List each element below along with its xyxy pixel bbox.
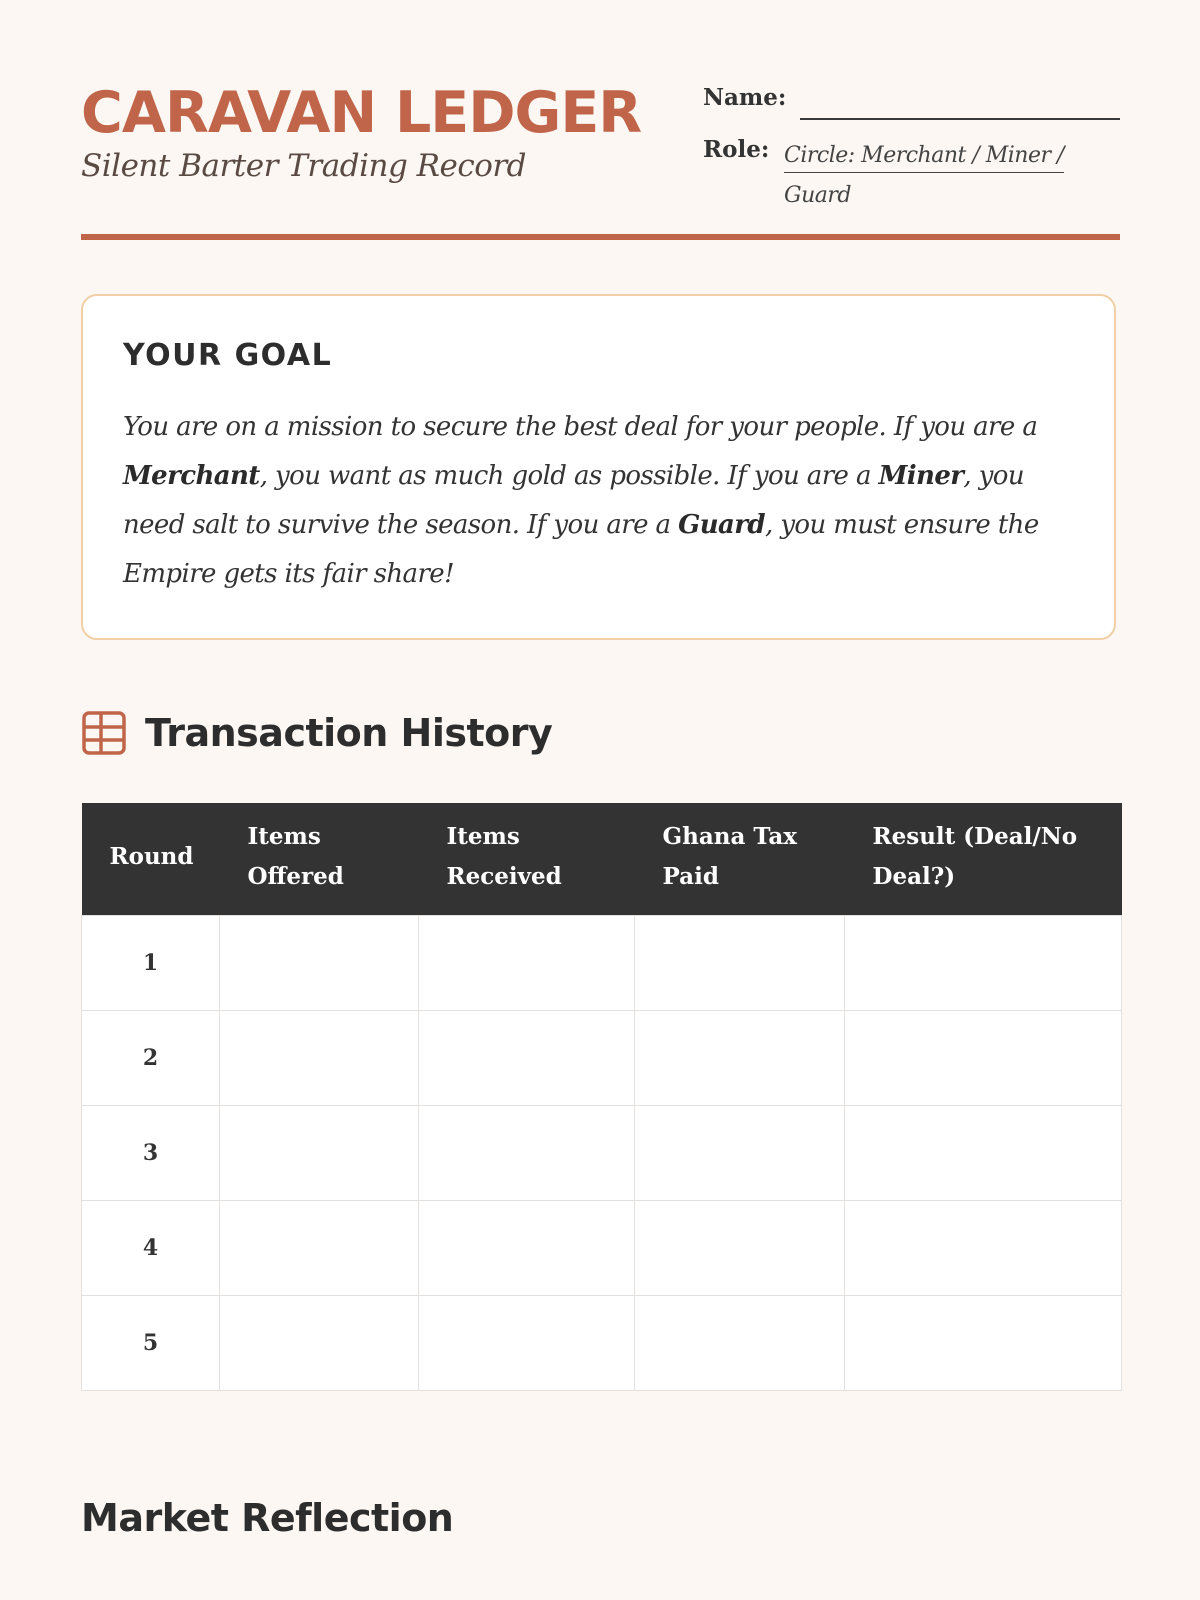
items-offered-cell[interactable] — [220, 1200, 419, 1295]
name-label: Name: — [703, 84, 787, 111]
name-field-row — [703, 84, 1120, 120]
tax-paid-cell[interactable] — [635, 1105, 845, 1200]
items-offered-cell[interactable] — [220, 915, 419, 1010]
items-received-cell[interactable] — [419, 915, 635, 1010]
result-cell[interactable] — [845, 1200, 1122, 1295]
table-row — [82, 1010, 1122, 1105]
merchant-role-name: Merchant — [123, 461, 260, 491]
round-number-cell: 4 — [82, 1200, 220, 1295]
tax-paid-cell[interactable] — [635, 1295, 845, 1390]
items-received-cell[interactable] — [419, 1010, 635, 1105]
items-received-cell[interactable] — [419, 1105, 635, 1200]
table-header-row — [82, 803, 1122, 915]
miner-role-name: Miner — [878, 461, 964, 491]
goal-text-part-1: You are on a mission to secure the best deal for your people. If you are a — [123, 412, 1038, 442]
name-field[interactable] — [800, 118, 1120, 120]
role-options[interactable] — [784, 136, 1104, 216]
result-cell[interactable] — [845, 1105, 1122, 1200]
column-header-items-received: Items Received — [419, 803, 635, 915]
role-field-row — [703, 136, 1120, 216]
round-number-cell: 3 — [82, 1105, 220, 1200]
items-offered-cell[interactable] — [220, 1295, 419, 1390]
page-subtitle: Silent Barter Trading Record — [81, 148, 527, 184]
result-cell[interactable] — [845, 1010, 1122, 1105]
goal-text-part-3: , you need salt to survive the season. If you are a — [123, 461, 1024, 540]
result-cell[interactable] — [845, 915, 1122, 1010]
goal-title: YOUR GOAL — [123, 338, 333, 373]
column-header-result: Result (Deal/No Deal?) — [845, 803, 1122, 915]
tax-paid-cell[interactable] — [635, 1200, 845, 1295]
table-row — [82, 1105, 1122, 1200]
round-number-cell: 5 — [82, 1295, 220, 1390]
caravan-ledger-page — [81, 0, 1120, 1540]
goal-text-part-4: , you must ensure the Empire gets its fair share! — [123, 510, 1039, 589]
items-offered-cell[interactable] — [220, 1010, 419, 1105]
transaction-history-title: Transaction History — [145, 711, 553, 755]
header-divider — [81, 234, 1120, 240]
table-grid-icon — [81, 710, 127, 756]
table-row — [82, 1200, 1122, 1295]
column-header-round: Round — [82, 803, 220, 915]
round-number-cell: 2 — [82, 1010, 220, 1105]
transaction-table — [81, 803, 1122, 1391]
page-title: CARAVAN LEDGER — [81, 80, 642, 146]
role-options-line-2: Guard — [784, 183, 851, 208]
role-label: Role: — [703, 136, 770, 163]
transaction-history-heading — [81, 708, 552, 758]
role-options-line-1: Circle: Merchant / Miner / — [784, 140, 1064, 173]
page-header — [81, 0, 1120, 242]
table-row — [82, 915, 1122, 1010]
guard-role-name: Guard — [678, 510, 765, 540]
items-received-cell[interactable] — [419, 1295, 635, 1390]
round-number-cell: 1 — [82, 915, 220, 1010]
tax-paid-cell[interactable] — [635, 915, 845, 1010]
items-offered-cell[interactable] — [220, 1105, 419, 1200]
column-header-items-offered: Items Offered — [220, 803, 419, 915]
goal-text-part-2: , you want as much gold as possible. If you are a — [259, 461, 879, 491]
tax-paid-cell[interactable] — [635, 1010, 845, 1105]
result-cell[interactable] — [845, 1295, 1122, 1390]
market-reflection-title: Market Reflection — [81, 1496, 454, 1540]
goal-description — [123, 403, 1078, 599]
column-header-ghana-tax-paid: Ghana Tax Paid — [635, 803, 845, 915]
table-row — [82, 1295, 1122, 1390]
items-received-cell[interactable] — [419, 1200, 635, 1295]
